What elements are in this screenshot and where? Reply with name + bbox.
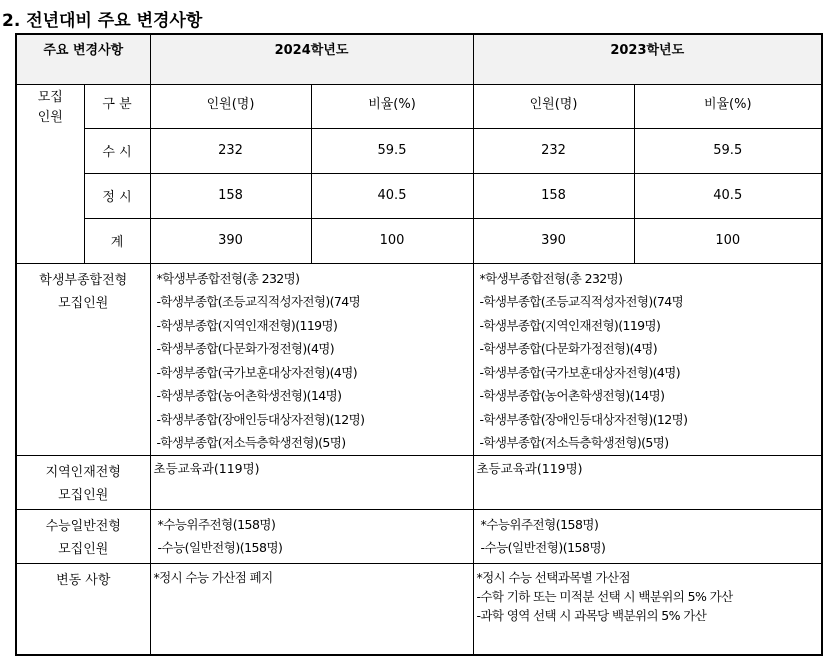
recruit-row-jeongsi xyxy=(16,173,822,218)
jiyeok-row xyxy=(16,455,822,509)
list-item: -학생부종합(조등교직적성자전형)(74명 xyxy=(156,294,361,309)
ratio-2023: 40.5 xyxy=(634,173,822,218)
ratio-2023: 100 xyxy=(634,218,822,263)
list-item: *정시 수능 선택과목별 가산점 xyxy=(476,569,630,585)
ratio-2023: 59.5 xyxy=(634,128,822,173)
list-item: *수능위주전형(158명) xyxy=(480,516,599,532)
list-item: -학생부종합(농어촌학생전형)(14명) xyxy=(156,388,342,403)
header-2023: 2023학년도 xyxy=(473,34,822,84)
count-header-2024: 인원(명) xyxy=(150,84,311,128)
count-2023: 232 xyxy=(473,128,634,173)
ratio-2024: 100 xyxy=(311,218,473,263)
list-item: -학생부종합(지역인재전형)(119명) xyxy=(479,317,661,333)
suneung-label: 수능일반전형 모집인원 xyxy=(16,509,150,563)
list-item: -수능(일반전형)(158명) xyxy=(157,539,283,555)
section-title: 2. 전년대비 주요 변경사항 xyxy=(2,11,203,31)
ratio-header-2023: 비율(%) xyxy=(634,84,822,128)
list-item: -학생부종합(장애인등대상자전형)(12명) xyxy=(479,411,688,427)
header-row xyxy=(16,34,822,84)
recruit-subhead-row xyxy=(16,84,822,128)
change-row xyxy=(16,563,822,655)
list-item: -학생부종합(저소득층학생전형)(5명) xyxy=(156,435,346,450)
jonghap-row xyxy=(16,263,822,455)
count-2024: 232 xyxy=(150,128,311,173)
list-item: -학생부종합(국가보훈대상자전형)(4명) xyxy=(479,364,680,380)
jonghap-label: 학생부종합전형 모집인원 xyxy=(16,263,150,455)
gubun-header: 구 분 xyxy=(84,84,150,128)
recruit-row-total xyxy=(16,218,822,263)
header-2024: 2024학년도 xyxy=(150,34,473,84)
ratio-2024: 40.5 xyxy=(311,173,473,218)
change-label: 변동 사항 xyxy=(16,563,150,655)
list-item: -수능(일반전형)(158명) xyxy=(480,539,606,555)
recruit-label: 모집 인원 xyxy=(16,84,84,263)
list-item: *학생부종합전형(총 232명) xyxy=(479,270,623,286)
jiyeok-2023: 초등교육과(119명) xyxy=(473,455,822,509)
list-item: -학생부종합(농어촌학생전형)(14명) xyxy=(479,388,665,403)
recruit-row-susi xyxy=(16,128,822,173)
list-item: *학생부종합전형(총 232명) xyxy=(156,270,300,286)
ratio-2024: 59.5 xyxy=(311,128,473,173)
count-2023: 390 xyxy=(473,218,634,263)
count-2024: 390 xyxy=(150,218,311,263)
jiyeok-2024: 초등교육과(119명) xyxy=(150,455,473,509)
list-item: -학생부종합(저소득층학생전형)(5명) xyxy=(479,435,669,450)
list-item: -수학 기하 또는 미적분 선택 시 백분위의 5% 가산 xyxy=(476,588,733,604)
list-item: -학생부종합(국가보훈대상자전형)(4명) xyxy=(156,364,357,380)
count-2024: 158 xyxy=(150,173,311,218)
list-item: *정시 수능 가산점 폐지 xyxy=(153,569,273,585)
count-header-2023: 인원(명) xyxy=(473,84,634,128)
list-item: -학생부종합(다문화가정전형)(4명) xyxy=(156,341,335,356)
row-name: 정 시 xyxy=(84,173,150,218)
row-name: 수 시 xyxy=(84,128,150,173)
list-item: *수능위주전형(158명) xyxy=(157,516,276,532)
suneung-list-2023 xyxy=(473,509,822,563)
list-item: -학생부종합(장애인등대상자전형)(12명) xyxy=(156,411,365,427)
header-main-change: 주요 변경사항 xyxy=(16,34,150,84)
suneung-list-2024 xyxy=(150,509,473,563)
change-2024 xyxy=(150,563,473,655)
list-item: -학생부종합(다문화가정전형)(4명) xyxy=(479,341,658,356)
count-2023: 158 xyxy=(473,173,634,218)
jonghap-list-2023 xyxy=(473,263,822,455)
changes-table xyxy=(15,33,823,656)
row-name: 계 xyxy=(84,218,150,263)
change-2023 xyxy=(473,563,822,655)
suneung-row xyxy=(16,509,822,563)
jonghap-list-2024 xyxy=(150,263,473,455)
jiyeok-label: 지역인재전형 모집인원 xyxy=(16,455,150,509)
ratio-header-2024: 비율(%) xyxy=(311,84,473,128)
list-item: -학생부종합(지역인재전형)(119명) xyxy=(156,317,338,333)
list-item: -과학 영역 선택 시 과목당 백분위의 5% 가산 xyxy=(476,607,707,623)
list-item: -학생부종합(조등교직적성자전형)(74명 xyxy=(479,294,684,309)
